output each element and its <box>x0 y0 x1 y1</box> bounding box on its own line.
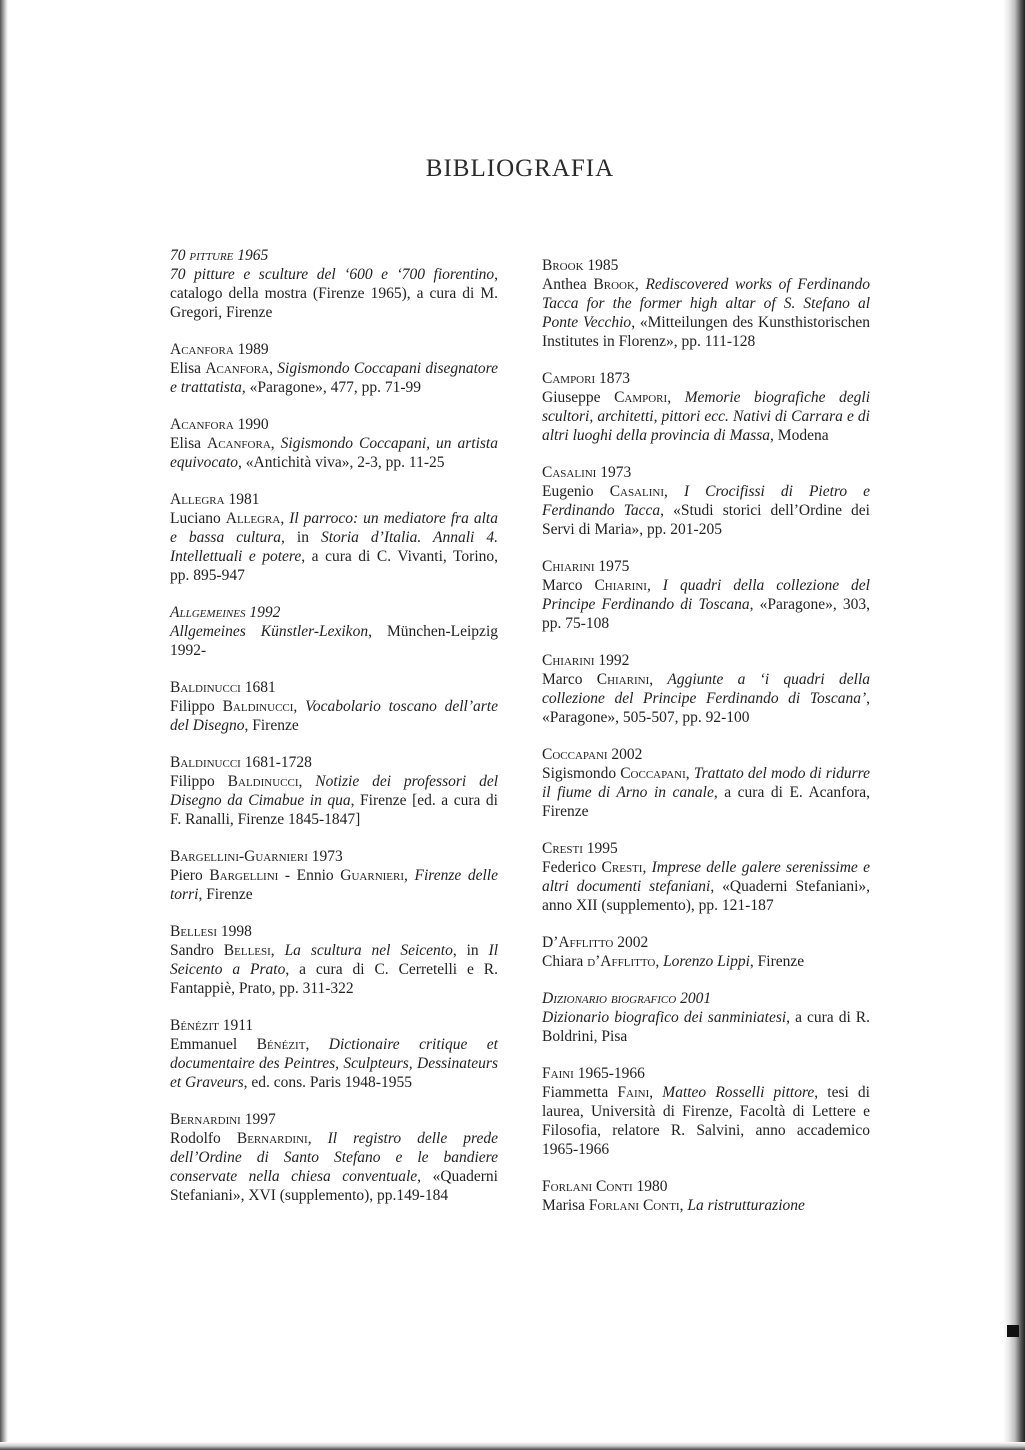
bibliography-entry <box>542 463 870 539</box>
bibliography-entry <box>542 651 870 727</box>
page-marker <box>1007 1325 1019 1337</box>
entry-heading: Baldinucci 1681 <box>170 679 276 696</box>
entry-heading: Baldinucci 1681-1728 <box>170 754 312 771</box>
entry-citation: Marco Chiarini, Aggiunte a ‘i quadri della collezione del Principe Ferdinando di Toscana’, «Paragone», 505-507, pp. 92-100 <box>542 671 871 726</box>
bibliography-column-left <box>170 246 498 1223</box>
entry-citation: Allgemeines Künstler-Lexikon, München-Leipzig 1992- <box>170 623 498 659</box>
bibliography-entry <box>542 369 870 445</box>
entry-citation: Luciano Allegra, Il parroco: un mediatore fra alta e bassa cultura, in Storia d’Italia. Annali 4. Intellettuali e potere, a cura di C. Vivanti, Torino, pp. 895-947 <box>170 510 498 584</box>
entry-heading: Bellesi 1998 <box>170 923 252 940</box>
entry-citation: Sandro Bellesi, La scultura nel Seicento, in Il Seicento a Prato, a cura di C. Cerretelli e R. Fantappiè, Prato, pp. 311-322 <box>170 942 498 997</box>
entry-heading: Coccapani 2002 <box>542 746 643 763</box>
entry-citation: Rodolfo Bernardini, Il registro delle prede dell’Ordine di Santo Stefano e le bandiere conservate nella chiesa conventuale, «Quaderni Stefaniani», XVI (supplemento), pp.149-184 <box>170 1130 499 1204</box>
page-edge-bottom <box>0 1442 1025 1450</box>
entry-heading: Faini 1965-1966 <box>542 1065 645 1082</box>
entry-heading: Cresti 1995 <box>542 840 618 857</box>
bibliography-entry <box>170 1016 498 1092</box>
bibliography-entry <box>170 490 498 585</box>
bibliography-entry <box>170 603 498 660</box>
entry-heading: Campori 1873 <box>542 370 630 387</box>
bibliography-entry <box>170 847 498 904</box>
bibliography-entry <box>542 256 870 351</box>
entry-citation: Piero Bargellini - Ennio Guarnieri, Firenze delle torri, Firenze <box>170 867 498 903</box>
bibliography-entry <box>170 415 498 472</box>
entry-citation: Marco Chiarini, I quadri della collezione del Principe Ferdinando di Toscana, «Paragone», 303, pp. 75-108 <box>542 577 871 632</box>
entry-heading: 70 pitture 1965 <box>170 247 269 264</box>
entry-heading: D’Afflitto 2002 <box>542 934 649 951</box>
entry-heading: Bénézit 1911 <box>170 1017 254 1034</box>
entry-heading: Bernardini 1997 <box>170 1111 276 1128</box>
entry-heading: Acanfora 1990 <box>170 416 269 433</box>
entry-citation: Emmanuel Bénézit, Dictionaire critique et documentaire des Peintres, Sculpteurs, Dessinateurs et Graveurs, ed. cons. Paris 1948-1955 <box>170 1036 498 1091</box>
bibliography-entry <box>170 1110 498 1205</box>
bibliography-entry <box>542 839 870 915</box>
entry-citation: Marisa Forlani Conti, La ristrutturazione <box>542 1197 805 1214</box>
entry-citation: Sigismondo Coccapani, Trattato del modo di ridurre il fiume di Arno in canale, a cura di E. Acanfora, Firenze <box>542 765 871 820</box>
bibliography-entry <box>542 1177 870 1215</box>
entry-citation: Federico Cresti, Imprese delle galere serenissime e altri documenti stefaniani, «Quaderni Stefaniani», anno XII (supplemento), pp. 121-187 <box>542 859 871 914</box>
entry-citation: Elisa Acanfora, Sigismondo Coccapani, un artista equivocato, «Antichità viva», 2-3, pp. 11-25 <box>170 435 498 471</box>
entry-heading: Forlani Conti 1980 <box>542 1178 668 1195</box>
bibliography-entry <box>542 933 870 971</box>
entry-citation: Giuseppe Campori, Memorie biografiche degli scultori, architetti, pittori ecc. Nativi di Carrara e di altri luoghi della provincia di Massa, Modena <box>542 389 871 444</box>
bibliography-entry <box>170 678 498 735</box>
entry-citation: Elisa Acanfora, Sigismondo Coccapani disegnatore e trattatista, «Paragone», 477, pp. 71-99 <box>170 360 498 396</box>
bibliography-entry <box>542 557 870 633</box>
entry-heading: Chiarini 1992 <box>542 652 630 669</box>
page-edge-left <box>0 0 8 1450</box>
entry-citation: Chiara d’Afflitto, Lorenzo Lippi, Firenze <box>542 953 805 970</box>
entry-heading: Casalini 1973 <box>542 464 632 481</box>
entry-citation: Dizionario biografico dei sanminiatesi, a cura di R. Boldrini, Pisa <box>542 1009 871 1045</box>
bibliography-entry <box>170 246 498 322</box>
bibliography-entry <box>170 340 498 397</box>
entry-heading: Bargellini-Guarnieri 1973 <box>170 848 343 865</box>
bibliography-column-right <box>542 256 870 1233</box>
entry-heading: Dizionario biografico 2001 <box>542 990 712 1007</box>
bibliography-entry <box>542 989 870 1046</box>
page-edge-right <box>1003 0 1025 1450</box>
bibliography-entry <box>170 753 498 829</box>
page-title: BIBLIOGRAFIA <box>425 155 615 182</box>
entry-citation: Filippo Baldinucci, Vocabolario toscano dell’arte del Disegno, Firenze <box>170 698 498 734</box>
entry-citation: Anthea Brook, Rediscovered works of Ferdinando Tacca for the former high altar of S. Stefano al Ponte Vecchio, «Mitteilungen des Kunsthistorischen Institutes in Florenz», pp. 111-128 <box>542 276 870 350</box>
entry-citation: Fiammetta Faini, Matteo Rosselli pittore, tesi di laurea, Università di Firenze, Facoltà di Lettere e Filosofia, relatore R. Salvini, anno accademico 1965-1966 <box>542 1084 870 1158</box>
entry-citation: Eugenio Casalini, I Crocifissi di Pietro e Ferdinando Tacca, «Studi storici dell’Ordine dei Servi di Maria», pp. 201-205 <box>542 483 871 538</box>
entry-citation: 70 pitture e sculture del ‘600 e ‘700 fiorentino, catalogo della mostra (Firenze 1965), a cura di M. Gregori, Firenze <box>170 266 498 321</box>
entry-heading: Allegra 1981 <box>170 491 260 508</box>
bibliography-entry <box>542 1064 870 1159</box>
entry-heading: Brook 1985 <box>542 257 619 274</box>
entry-heading: Acanfora 1989 <box>170 341 269 358</box>
entry-heading: Chiarini 1975 <box>542 558 630 575</box>
bibliography-entry <box>542 745 870 821</box>
entry-heading: Allgemeines 1992 <box>170 604 281 621</box>
entry-citation: Filippo Baldinucci, Notizie dei professori del Disegno da Cimabue in qua, Firenze [ed. a cura di F. Ranalli, Firenze 1845-1847] <box>170 773 499 828</box>
bibliography-entry <box>170 922 498 998</box>
